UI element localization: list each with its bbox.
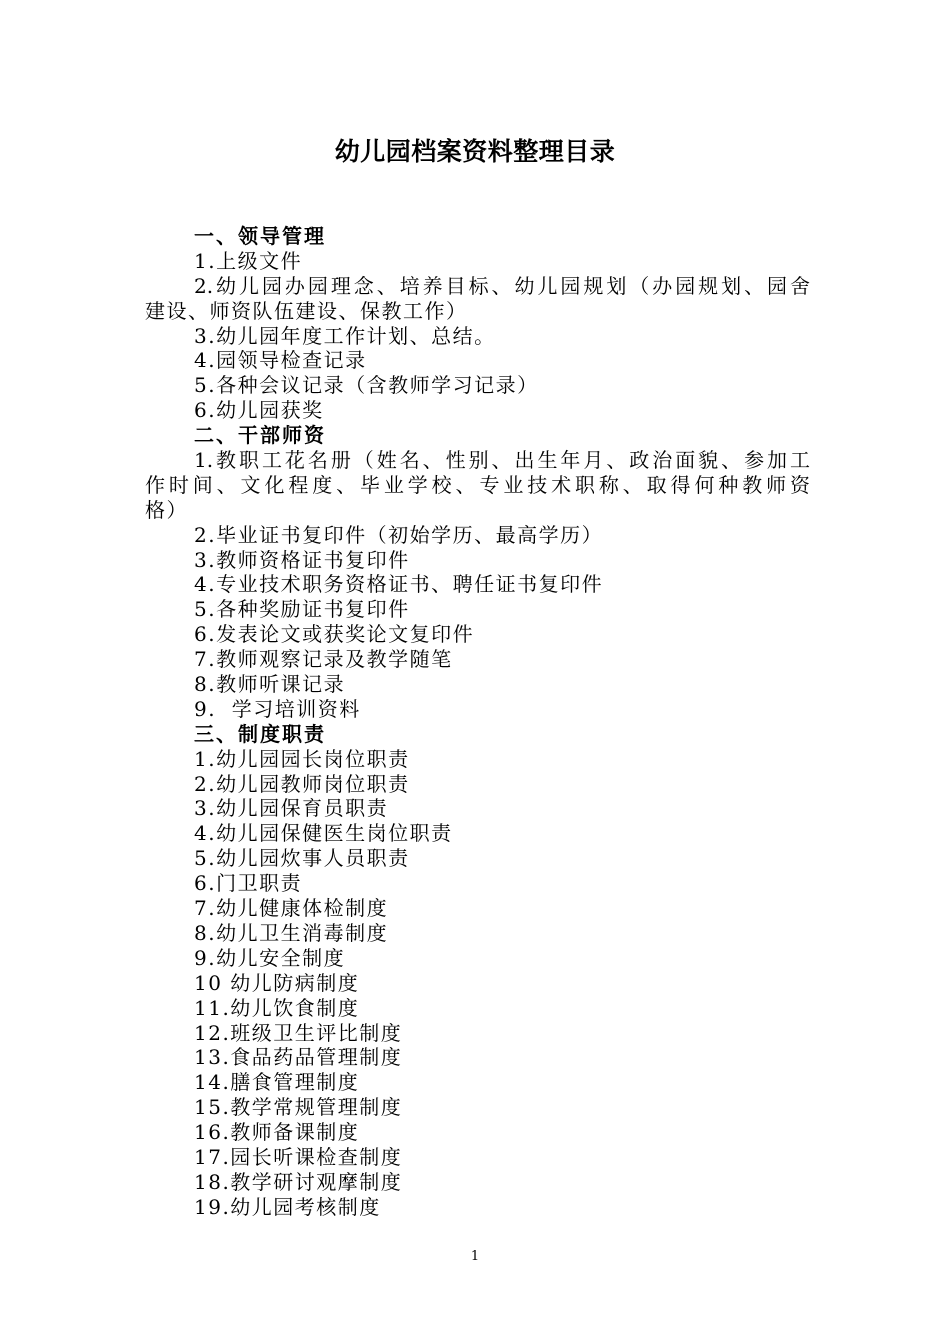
list-item: 5.各种奖励证书复印件: [194, 597, 410, 622]
list-item: 4.幼儿园保健医生岗位职责: [194, 821, 453, 846]
list-item: 5.各种会议记录（含教师学习记录）: [194, 373, 539, 398]
list-item: 14.膳食管理制度: [194, 1070, 360, 1095]
list-item-continuation: 建设、师资队伍建设、保教工作）: [145, 298, 468, 323]
list-item-continuation: 格）: [145, 497, 188, 522]
list-item: 18.教学研讨观摩制度: [194, 1169, 403, 1194]
list-item: 13.食品药品管理制度: [194, 1045, 403, 1070]
list-item: 3.幼儿园保育员职责: [194, 796, 389, 821]
list-item: 10 幼儿防病制度: [194, 970, 360, 995]
list-item: 6.幼儿园获奖: [194, 398, 324, 423]
list-item: 1.教职工花名册（姓名、性别、出生年月、政治面貌、参加工: [194, 448, 810, 473]
section-heading: 一、领导管理: [194, 224, 326, 248]
list-item: 8.教师听课记录: [194, 672, 346, 697]
list-item: 12.班级卫生评比制度: [194, 1020, 403, 1045]
list-item: 9.幼儿安全制度: [194, 945, 346, 970]
list-item: 11.幼儿饮食制度: [194, 995, 360, 1020]
list-item: 17.园长听课检查制度: [194, 1144, 403, 1169]
list-item: 4.园领导检查记录: [194, 348, 367, 373]
list-item: 5.幼儿园炊事人员职责: [194, 846, 410, 871]
list-item: 9. 学习培训资料: [194, 696, 361, 721]
list-item: 2.毕业证书复印件（初始学历、最高学历）: [194, 522, 604, 547]
list-item: 19.幼儿园考核制度: [194, 1194, 381, 1219]
document-body: [145, 224, 810, 1220]
list-item: 7.幼儿健康体检制度: [194, 896, 389, 921]
list-item: 15.教学常规管理制度: [194, 1095, 403, 1120]
list-item: 6.发表论文或获奖论文复印件: [194, 622, 475, 647]
list-item: 3.幼儿园年度工作计划、总结。: [194, 323, 496, 348]
list-item: 2.幼儿园办园理念、培养目标、幼儿园规划（办园规划、园舍: [194, 273, 810, 298]
page-number: 1: [470, 1249, 480, 1264]
list-item: 1.幼儿园园长岗位职责: [194, 746, 410, 771]
list-item: 2.幼儿园教师岗位职责: [194, 771, 410, 796]
list-item-continuation: 作时间、文化程度、毕业学校、专业技术职称、取得何种教师资: [145, 472, 810, 497]
section-heading: 三、制度职责: [194, 721, 326, 746]
list-item: 8.幼儿卫生消毒制度: [194, 920, 389, 945]
page-title: 幼儿园档案资料整理目录: [334, 137, 616, 166]
list-item: 3.教师资格证书复印件: [194, 547, 410, 572]
section-heading: 二、干部师资: [194, 423, 326, 448]
list-item: 1.上级文件: [194, 248, 303, 273]
list-item: 7.教师观察记录及教学随笔: [194, 647, 453, 672]
list-item: 16.教师备课制度: [194, 1120, 360, 1145]
list-item: 4.专业技术职务资格证书、聘任证书复印件: [194, 572, 604, 597]
list-item: 6.门卫职责: [194, 871, 303, 896]
